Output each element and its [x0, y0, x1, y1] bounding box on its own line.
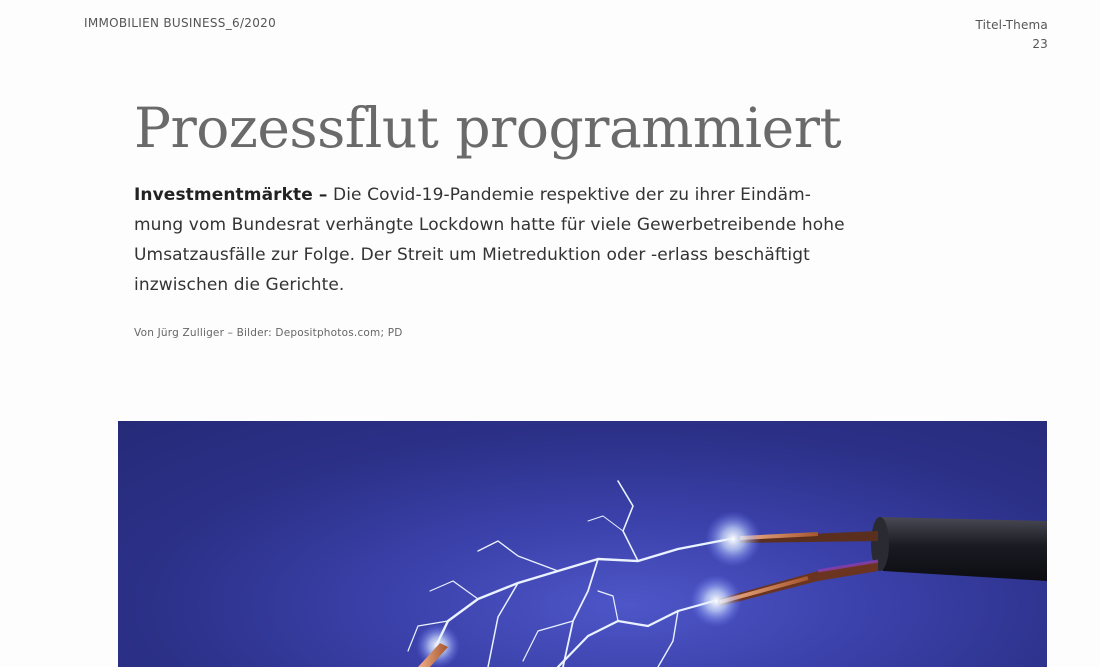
lead-text-1: Die Covid-19-Pandemie respektive der zu ihrer Eindäm-: [333, 185, 812, 205]
article-lead: [134, 180, 994, 300]
spark-glow-upper: [705, 511, 761, 567]
cable-icon: [718, 517, 1047, 606]
lead-line-3: Umsatzausfälle zur Folge. Der Streit um Mietreduktion oder -erlass beschäftigt: [134, 245, 810, 265]
article-byline: Von Jürg Zulliger – Bilder: Depositphotos.com; PD: [134, 327, 403, 339]
lead-line-1: [134, 180, 994, 210]
lead-line-4: inzwischen die Gerichte.: [134, 275, 345, 295]
electric-sparks-illustration: [118, 421, 1047, 667]
publication-header: IMMOBILIEN BUSINESS_6/2020: [84, 16, 277, 30]
article-kicker: Investmentmärkte –: [134, 185, 328, 205]
article-title: Prozessflut programmiert: [134, 96, 842, 160]
section-header: [975, 16, 1048, 54]
spark-glow-lower: [690, 575, 742, 627]
section-name: Titel-Thema: [975, 18, 1048, 32]
lead-line-2: mung vom Bundesrat verhängte Lockdown hatte für viele Gewerbetreibende hohe: [134, 215, 845, 235]
article-photo: [118, 421, 1047, 667]
page-number: 23: [1032, 37, 1048, 51]
